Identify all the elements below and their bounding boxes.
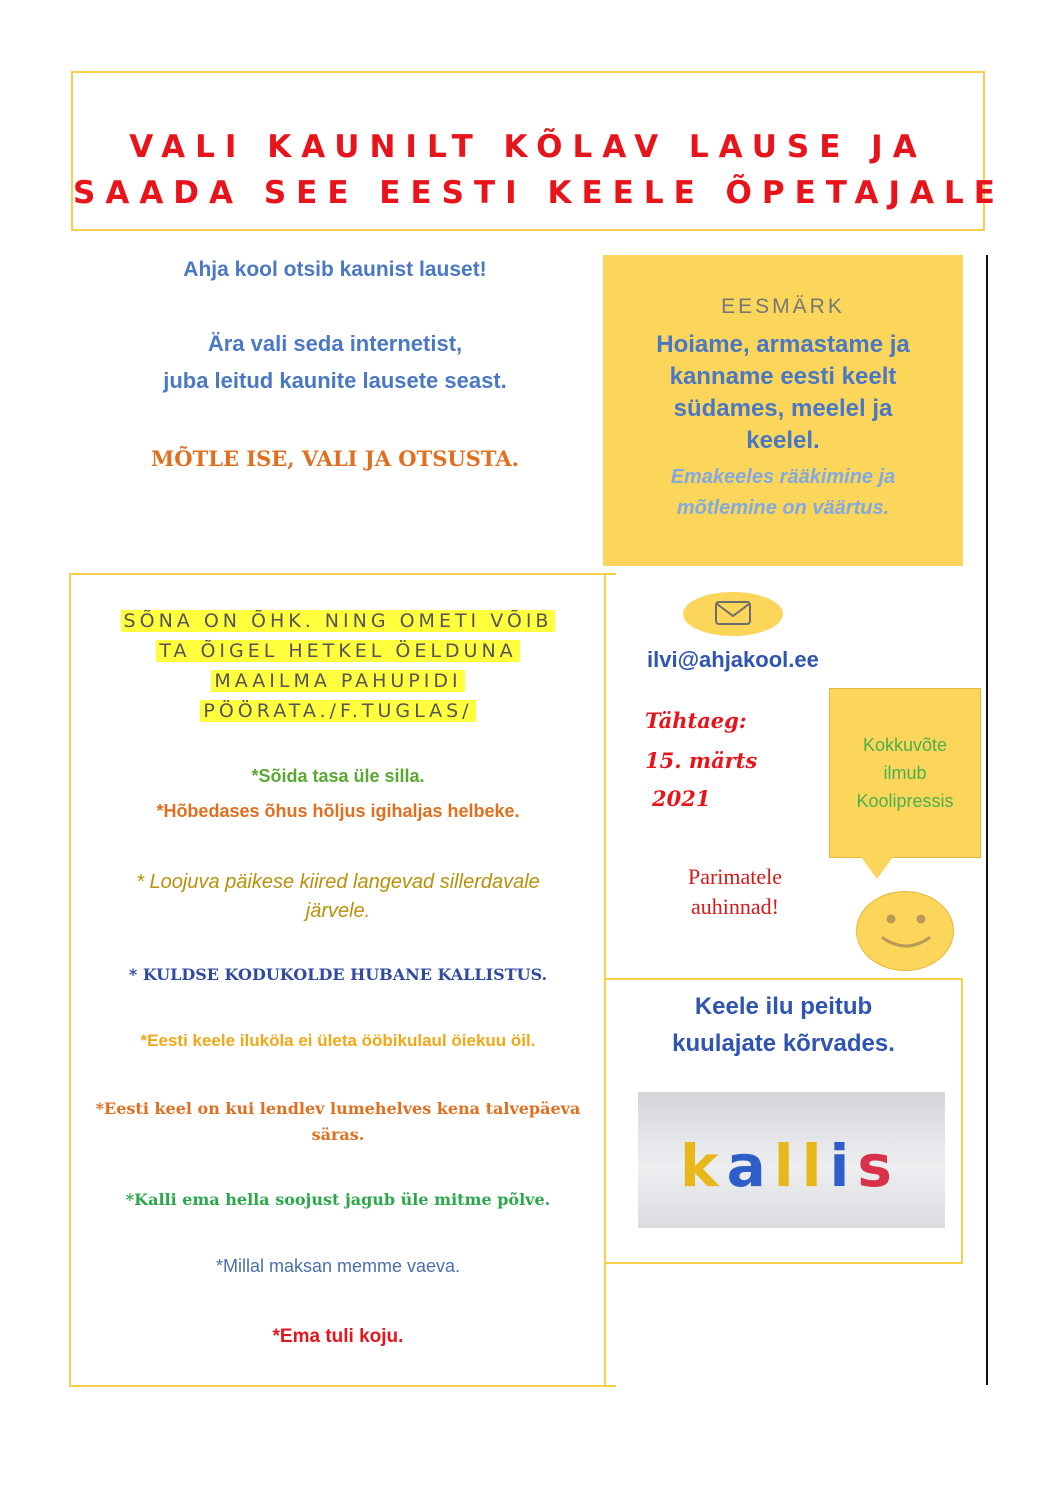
intro-line-4: MÕTLE ISE, VALI JA OTSUSTA.	[151, 446, 519, 471]
deadline-year: 2021	[652, 786, 711, 811]
intro-line-2: Ära vali seda internetist,	[207, 331, 463, 356]
bubble-tail	[861, 857, 893, 879]
intro-line-1: Ahja kool otsib kaunist lauset!	[183, 258, 487, 281]
quote-line: TA ÕIGEL HETKEL ÖELDUNA	[156, 640, 519, 662]
letter: l	[801, 1132, 830, 1200]
letter: k	[680, 1132, 727, 1200]
prize-line: Parimatele	[687, 864, 783, 889]
sentence-item: *Kalli ema hella soojust jagub üle mitme põlve.	[125, 1190, 551, 1209]
sentences-box-bottom-edge	[604, 1385, 616, 1387]
goal-text-line: kanname eesti keelt	[669, 363, 897, 390]
goal-box	[603, 255, 963, 566]
mail-badge	[683, 592, 783, 636]
contact-email[interactable]: ilvi@ahjakool.ee	[647, 647, 819, 672]
sentence-item	[70, 868, 606, 926]
intro-line-3: juba leitud kaunite lausete seast.	[163, 368, 507, 393]
sentence-item: *Ema tuli koju.	[272, 1326, 404, 1347]
deadline-label: Tähtaeg:	[645, 708, 747, 733]
summary-bubble	[829, 688, 981, 858]
sentence-line: järvele.	[305, 900, 371, 922]
goal-sub-line: mõtlemine on väärtus.	[676, 497, 890, 519]
right-divider-line	[986, 255, 988, 1385]
quote-line: MAAILMA PAHUPIDI	[211, 670, 464, 692]
sentence-item: * KULDSE KODUKOLDE HUBANE KALLISTUS.	[128, 965, 548, 984]
tuglas-quote	[70, 606, 606, 726]
sentence-line: säras.	[311, 1125, 365, 1144]
beauty-text	[606, 988, 961, 1062]
goal-text-line: keelel.	[746, 427, 820, 454]
sentence-item: *Eesti keele iluköla ei ületa ööbikulaul öiekuu öil.	[140, 1031, 536, 1050]
goal-label: EESMÄRK	[721, 295, 845, 318]
letter: l	[773, 1132, 802, 1200]
goal-text	[603, 329, 963, 457]
smiley-face-icon	[857, 892, 955, 972]
kallis-word	[680, 1132, 900, 1200]
title-box	[71, 71, 1005, 231]
envelope-icon	[683, 592, 783, 636]
sentence-item: *Hõbedases õhus hõljus igihaljas helbeke.	[156, 801, 520, 821]
title-line-1: VALI KAUNILT KÕLAV LAUSE JA	[129, 129, 927, 165]
sentence-line: *Eesti keel on kui lendlev lumehelves kena talvepäeva	[95, 1099, 581, 1118]
goal-text-line: Hoiame, armastame ja	[656, 331, 910, 358]
beauty-line: kuulajate kõrvades.	[672, 1030, 895, 1057]
sentence-line: * Loojuva päikese kiired langevad sillerdavale	[136, 871, 540, 893]
prize-text	[660, 862, 810, 922]
sentence-item: *Millal maksan memme vaeva.	[215, 1256, 461, 1276]
sentences-box-top-edge	[604, 573, 616, 575]
goal-text-line: südames, meelel ja	[673, 395, 893, 422]
goal-subtext	[603, 462, 963, 524]
goal-sub-line: Emakeeles rääkimine ja	[670, 466, 896, 488]
bubble-line: Kokkuvõte	[862, 735, 948, 755]
kallis-letters-image	[638, 1092, 945, 1228]
sentence-item	[70, 1096, 606, 1148]
letter: i	[829, 1132, 858, 1200]
bubble-line: ilmub	[883, 763, 927, 783]
prize-line: auhinnad!	[691, 894, 779, 919]
letter: s	[857, 1132, 900, 1200]
quote-line: PÖÖRATA./F.TUGLAS/	[200, 700, 475, 722]
bubble-line: Koolipressis	[856, 791, 954, 811]
deadline-date: 15. märts	[645, 748, 758, 773]
sentence-item: *Sõida tasa üle silla.	[251, 766, 425, 786]
beauty-line: Keele ilu peitub	[694, 993, 873, 1020]
letter: a	[726, 1132, 774, 1200]
quote-line: SÕNA ON ÕHK. NING OMETI VÕIB	[121, 610, 556, 632]
smiley-icon	[856, 891, 954, 971]
bubble-text	[830, 731, 980, 815]
title-line-2: SAADA SEE EESTI KEELE ÕPETAJALE	[73, 175, 1005, 211]
